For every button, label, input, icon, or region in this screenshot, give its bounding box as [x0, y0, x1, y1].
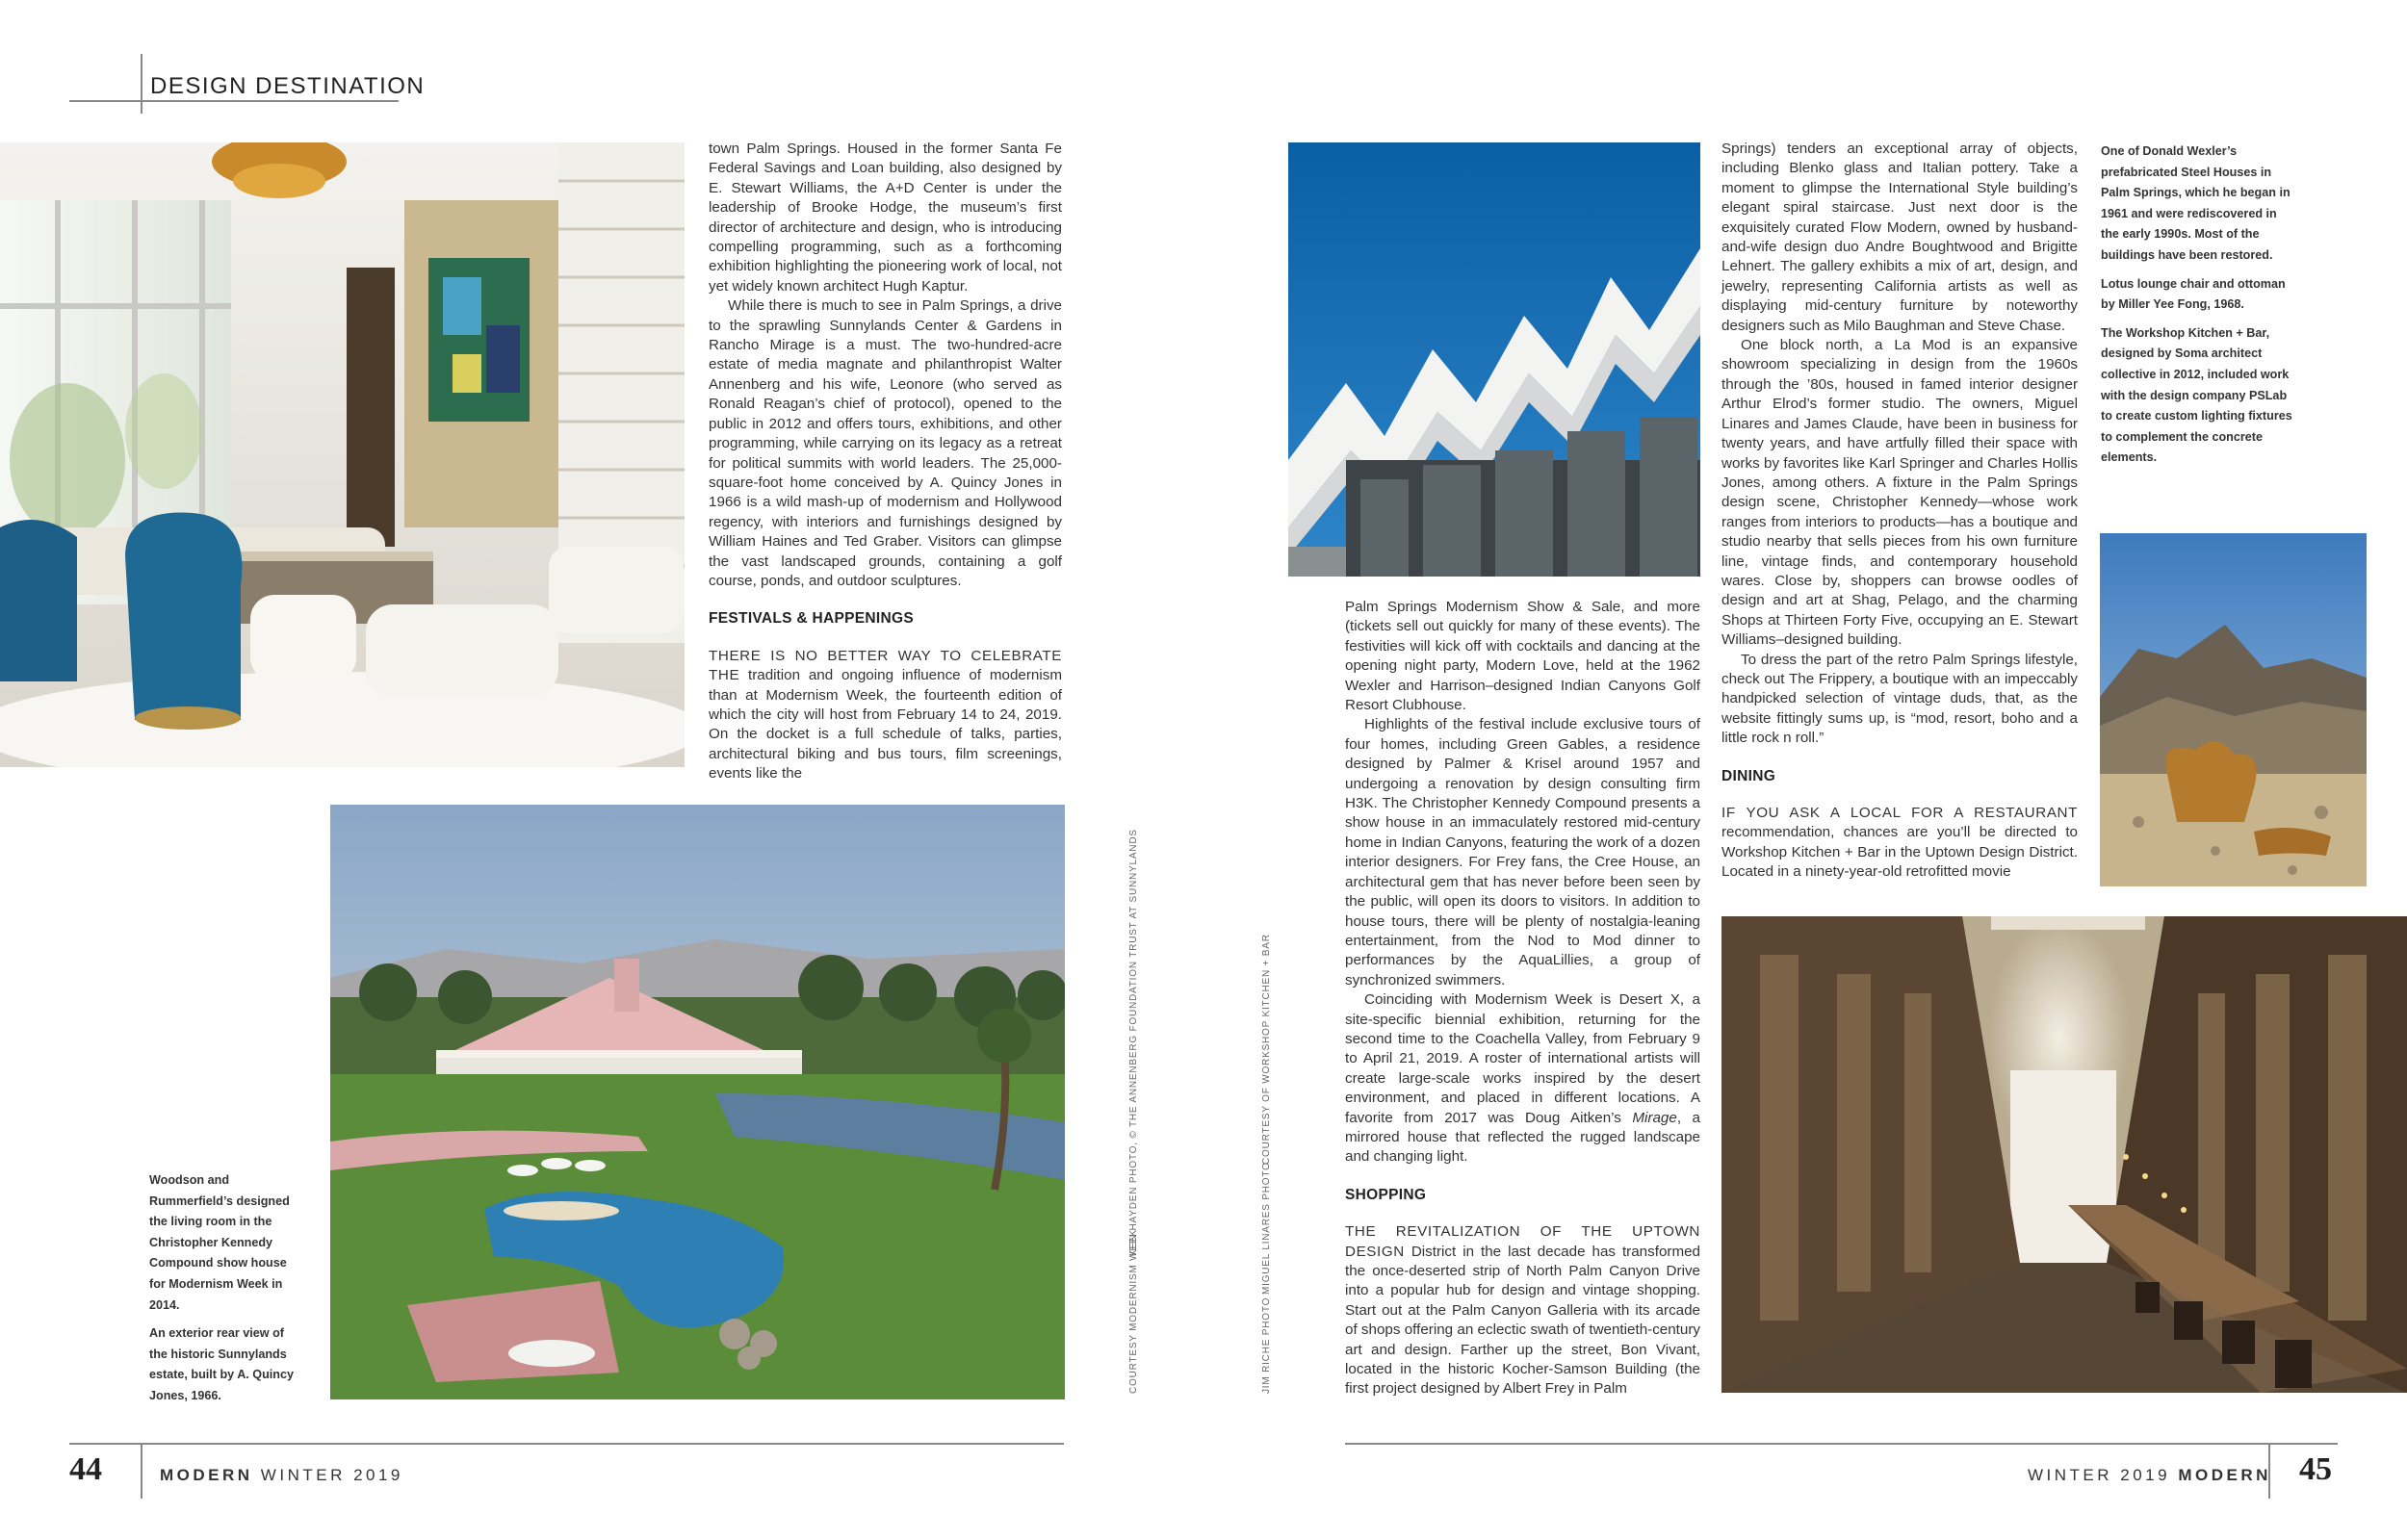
workshop-kitchen-image: [1721, 916, 2407, 1393]
left-text-column: [709, 140, 1062, 784]
footer-vertical-rule-left: [141, 1443, 142, 1499]
lotus-chair-photo: [2100, 533, 2367, 886]
right-paragraph-1: Springs) tenders an exceptional array of objects, including Blenko glass and Italian pottery. Take a moment to glimpse the International Style building’s elegant spiral staircase. Just next door is the exquisitely curated Flow Modern, owned by husband-and-wife design duo Andre Boughtwood and Brigitte Lehnert. The gallery exhibits a mix of art, design, and jewelry, representing California artists as well as displaying mid-century furniture by noteworthy designers such as Milo Baughman and Steve Chase.: [1721, 141, 2078, 334]
dining-heading: DINING: [1721, 767, 1776, 784]
left-paragraph-3-lead: THERE IS NO BETTER WAY TO CELEBRATE THE: [709, 647, 1062, 684]
living-room-image: [0, 142, 685, 767]
left-paragraph-1: town Palm Springs. Housed in the former Santa Fe Federal Savings and Loan building, also designed by E. Stewart Williams, the A+D Center is under the leadership of Brooke Hodge, the museum’s first director of architecture and design, who is introducing compelling programming, such as a forthcoming exhibition highlighting the pioneering work of local, not yet widely known architect Hugh Kaptur.: [709, 141, 1062, 295]
right-text-column: [1721, 140, 2078, 883]
sunnylands-image: [330, 805, 1065, 1399]
lotus-chair-image: [2100, 533, 2367, 886]
footer-mag-name-right: MODERN: [2178, 1466, 2271, 1484]
middle-paragraph-4: [1345, 1222, 1700, 1399]
right-paragraph-3: To dress the part of the retro Palm Springs lifestyle, check out The Frippery, a boutique with an impeccably handpicked selection of vintage duds, that, as the website fittingly sums up, is “mod, resort, boho and a little rock n roll.”: [1721, 651, 2078, 747]
left-paragraph-2: While there is much to see in Palm Springs, a drive to the sprawling Sunnylands Center & Gardens in Rancho Mirage is a must. The two-hundred-acre estate of media magnate and philanthropist Walter Annenberg and his wife, Leonore (who served as Ronald Reagan’s chief of protocol), opened to the public in 2012 and offers tours, exhibitions, and other programming, while carrying on its legacy as a retreat for political summits with world leaders. The 25,000-square-foot home conceived by A. Quincy Jones in 1966 is a wild mash-up of modernism and Hollywood regency, with interiors and furnishings designed by William Haines and Ted Graber. Visitors can glimpse the vast landscaped grounds, containing a golf course, ponds, and outdoor sculptures.: [709, 297, 1062, 589]
left-captions: [149, 1170, 303, 1407]
credit-workshop-kitchen: COURTESY OF WORKSHOP KITCHEN + BAR: [1261, 934, 1272, 1165]
mirage-title: Mirage: [1632, 1109, 1677, 1126]
footer-magazine-right: [2028, 1466, 2271, 1485]
right-paragraph-4-text: recommendation, chances are you’ll be directed to Workshop Kitchen + Bar in the Uptown Design District. Located in a ninety-year-old retrofitted movie: [1721, 824, 2078, 881]
middle-text-column: [1345, 598, 1700, 1399]
credit-jim-riche: JIM RICHE PHOTO: [1261, 1296, 1272, 1394]
living-room-photo: [0, 142, 685, 767]
left-paragraph-3-text: tradition and ongoing influence of modernism than at Modernism Week, the fourteenth edition of which the city will host from February 14 to 24, 2019. On the docket is a full schedule of talks, parties, architectural biking and bus tours, film screenings, events like the: [709, 667, 1062, 783]
header-rule: [69, 100, 399, 102]
page-number-left: 44: [69, 1451, 102, 1487]
festivals-heading: FESTIVALS & HAPPENINGS: [709, 610, 915, 628]
caption-steel-houses: One of Donald Wexler’s prefabricated Steel Houses in Palm Springs, which he began in 1961 and were rediscovered in the early 1990s. Most of the buildings have been restored.: [2101, 144, 2291, 262]
footer-rule-left: [69, 1443, 1064, 1445]
credit-annenberg: KEN HAYDEN PHOTO, © THE ANNENBERG FOUNDATION TRUST AT SUNNYLANDS: [1128, 829, 1139, 1256]
page-number-right: 45: [2299, 1451, 2332, 1487]
middle-paragraph-4-lead: THE REVITALIZATION OF THE UPTOWN DESIGN: [1345, 1223, 1700, 1260]
footer-mag-name-left: MODERN: [160, 1466, 253, 1484]
shopping-heading: SHOPPING: [1345, 1186, 1427, 1203]
middle-paragraph-3: [1345, 990, 1700, 1168]
caption-workshop-kitchen: The Workshop Kitchen + Bar, designed by Soma architect collective in 2012, included work with the design company PSLab to create custom lighting fixtures to complement the concrete elements.: [2101, 325, 2292, 465]
footer-rule-right: [1345, 1443, 2338, 1445]
right-paragraph-4: [1721, 804, 2078, 883]
credit-miguel-linares: MIGUEL LINARES PHOTO: [1261, 1162, 1272, 1295]
caption-lotus-chair: Lotus lounge chair and ottoman by Miller Yee Fong, 1968.: [2101, 276, 2286, 312]
middle-paragraph-1: Palm Springs Modernism Show & Sale, and more (tickets sell out quickly for many of these events). The festivities will kick off with cocktails and dancing at the opening night party, Modern Love, held at the 1962 Wexler and Harrison–designed Indian Canyons Golf Resort Clubhouse.: [1345, 599, 1700, 714]
header-vertical-rule: [141, 54, 142, 114]
caption-sunnylands: An exterior rear view of the historic Sunnylands estate, built by A. Quincy Jones, 1966.: [149, 1326, 294, 1402]
right-paragraph-2: One block north, a La Mod is an expansive showroom specializing in design from the 1960s through the ’80s, housed in famed interior designer Arthur Elrod’s former studio. The owners, Miguel Linares and James Claude, have been in business for twenty years, and have artfully filled their space with works by favorites like Karl Springer and Charles Hollis Jones, among others. A fixture in the Palm Springs design scene, Christopher Kennedy—whose work ranges from interiors to products—has a boutique and studio nearby that sells pieces from his own furniture line, vintage finds, and contemporary household wares. Close by, shoppers can browse oodles of design and art at Shag, Pelago, and the charming Shops at Thirteen Forty Five, occupying an E. Stewart Williams–designed building.: [1721, 337, 2078, 649]
middle-paragraph-4-text: District in the last decade has transformed the once-deserted strip of North Palm Canyon Drive into a popular hub for design and vintage shopping. Start out at the Palm Canyon Galleria with its arcade of shops offering an eclectic swath of twentieth-century art and design. Farther up the street, Bon Vivant, located in the historic Kocher-Samson Building (the first project designed by Albert Frey in Palm: [1345, 1243, 1700, 1398]
middle-paragraph-2: Highlights of the festival include exclusive tours of four homes, including Green Gables, a residence designed by Palmer & Krisel around 1957 and undergoing a renovation by design consulting firm H3K. The Christopher Kennedy Compound presents a show house in an immaculately restored mid-century home in Indian Canyons, featuring the work of a dozen interior designers. For Frey fans, the Cree House, an architectural gem that has never before been seen by the public, will open its doors to visitors. In addition to house tours, there will be plenty of nostalgia-leaning entertainment, from the Nod to Mod dinner to performances by the AquaLillies, a group of synchronized swimmers.: [1345, 716, 1700, 988]
right-captions: [2101, 141, 2293, 469]
middle-paragraph-3b: , a mirrored house that reflected the rugged landscape and changing light.: [1345, 1109, 1700, 1166]
workshop-kitchen-photo: [1721, 916, 2407, 1393]
steel-house-image: [1288, 142, 1700, 577]
section-title: DESIGN DESTINATION: [150, 73, 426, 99]
footer-issue-right: WINTER 2019: [2028, 1466, 2171, 1484]
middle-paragraph-3a: Coinciding with Modernism Week is Desert X, a site-specific biennial exhibition, returning for the second time to the Coachella Valley, from February 9 to April 21, 2019. A roster of international artists will create large-scale works inspired by the desert environment, and placed in different locations. A favorite from 2017 was Doug Aitken’s: [1345, 991, 1700, 1126]
caption-living-room: Woodson and Rummerfield’s designed the living room in the Christopher Kennedy Compound show house for Modernism Week in 2014.: [149, 1173, 290, 1312]
left-paragraph-3: [709, 647, 1062, 784]
footer-issue-left: WINTER 2019: [260, 1466, 403, 1484]
steel-house-photo: [1288, 142, 1700, 577]
sunnylands-photo: [330, 805, 1065, 1399]
right-paragraph-4-lead: IF YOU ASK A LOCAL FOR A RESTAURANT: [1721, 805, 2078, 821]
footer-magazine-left: [160, 1466, 403, 1485]
credit-modernism-week: COURTESY MODERNISM WEEK: [1128, 1229, 1139, 1394]
